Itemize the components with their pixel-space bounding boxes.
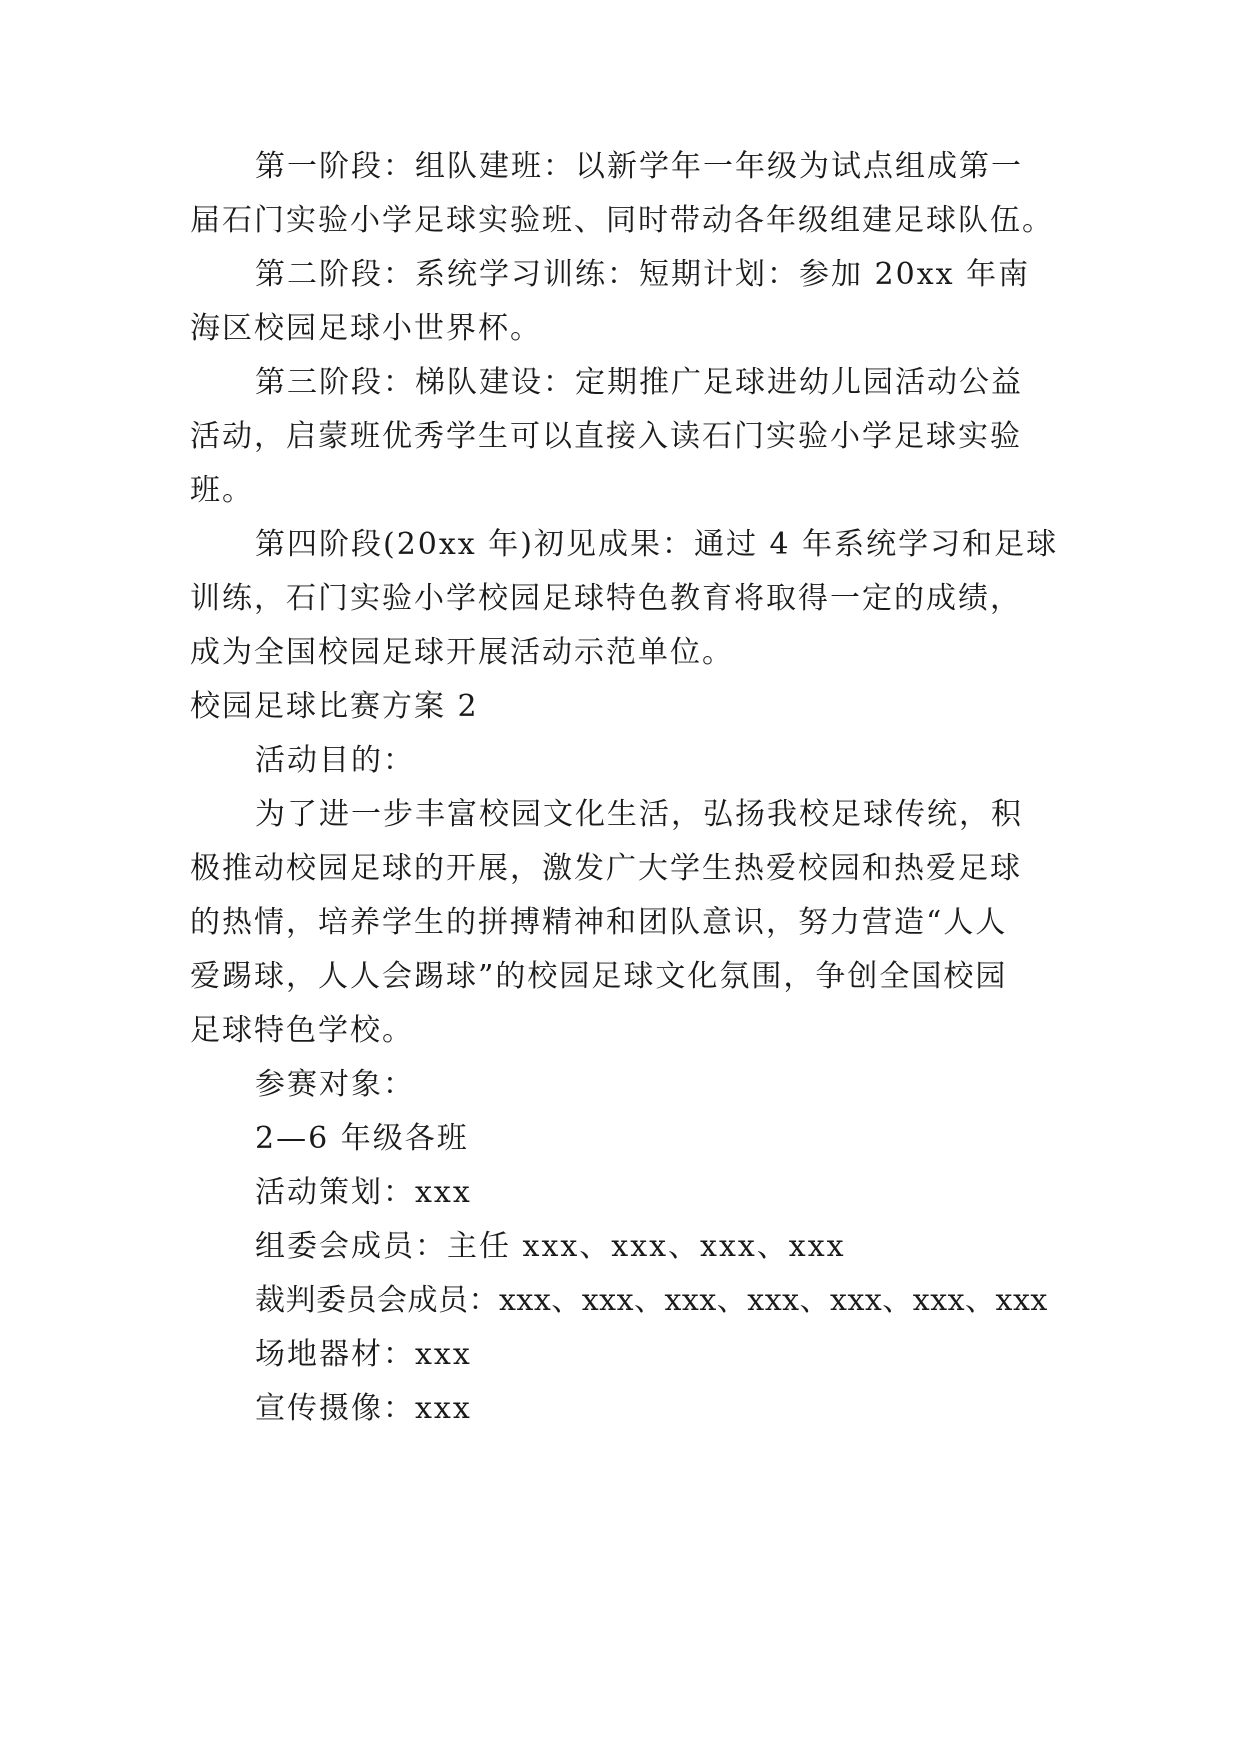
stage3-line3: 班。	[190, 473, 254, 508]
venue-line: 场地器材：xxx	[255, 1337, 472, 1372]
purpose-line1: 为了进一步丰富校园文化生活，弘扬我校足球传统，积	[255, 797, 1023, 832]
stage4-line1: 第四阶段(20xx 年)初见成果：通过 4 年系统学习和足球	[255, 527, 1059, 562]
purpose-line5: 足球特色学校。	[190, 1013, 414, 1048]
stage4-line2: 训练，石门实验小学校园足球特色教育将取得一定的成绩，	[190, 581, 1022, 616]
stage2-line1: 第二阶段：系统学习训练：短期计划：参加 20xx 年南	[255, 257, 1031, 292]
section-title: 校园足球比赛方案 2	[190, 689, 479, 724]
stage3-line1: 第三阶段：梯队建设：定期推广足球进幼儿园活动公益	[255, 365, 1023, 400]
participants-heading: 参赛对象：	[255, 1067, 415, 1102]
stage2-line2: 海区校园足球小世界杯。	[190, 311, 542, 346]
purpose-line4: 爱踢球，人人会踢球”的校园足球文化氛围，争创全国校园	[190, 959, 1008, 994]
stage1-line1: 第一阶段：组队建班：以新学年一年级为试点组成第一	[255, 149, 1023, 184]
committee-line: 组委会成员：主任 xxx、xxx、xxx、xxx	[255, 1229, 846, 1264]
stage4-line3: 成为全国校园足球开展活动示范单位。	[190, 635, 734, 670]
purpose-line3: 的热情，培养学生的拼搏精神和团队意识，努力营造“人人	[190, 905, 1008, 940]
purpose-heading: 活动目的：	[255, 743, 415, 778]
referees-line: 裁判委员会成员：xxx、xxx、xxx、xxx、xxx、xxx、xxx	[255, 1283, 1048, 1318]
publicity-line: 宣传摄像：xxx	[255, 1391, 472, 1426]
purpose-line2: 极推动校园足球的开展，激发广大学生热爱校园和热爱足球	[190, 851, 1022, 886]
stage1-line2: 届石门实验小学足球实验班、同时带动各年级组建足球队伍。	[190, 203, 1054, 238]
planning-line: 活动策划：xxx	[255, 1175, 472, 1210]
participants-value: 2—6 年级各班	[255, 1121, 469, 1156]
stage3-line2: 活动，启蒙班优秀学生可以直接入读石门实验小学足球实验	[190, 419, 1022, 454]
